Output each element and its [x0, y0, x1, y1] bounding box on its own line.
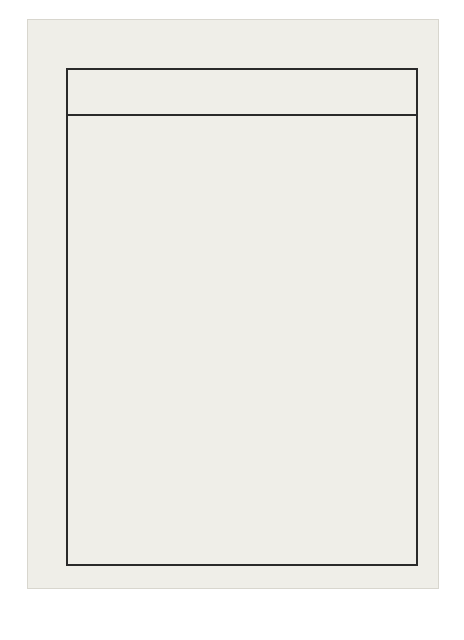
calendar-grid [68, 114, 416, 564]
title-row [68, 70, 416, 116]
calendar-frame [66, 68, 418, 566]
document-sheet [28, 20, 438, 588]
